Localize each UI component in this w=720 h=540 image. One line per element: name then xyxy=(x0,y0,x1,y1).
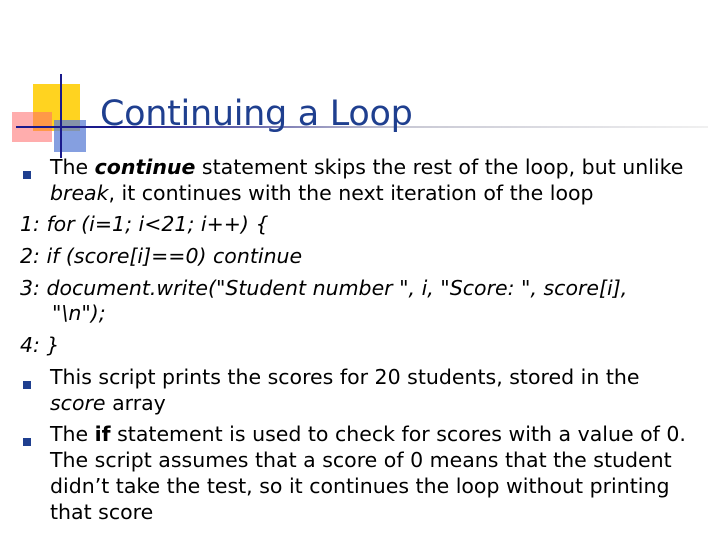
code-line-3-continued: "\n"); xyxy=(52,301,106,325)
keyword-break: break xyxy=(50,181,109,205)
bullet-3-line-1 xyxy=(50,421,686,447)
bullet-icon xyxy=(23,171,31,179)
bullet-3-line-4: that score xyxy=(50,500,154,524)
keyword-if: if xyxy=(94,422,111,446)
code-line-1: 1: for (i=1; i<21; i++) { xyxy=(20,212,269,236)
slide-title: Continuing a Loop xyxy=(100,94,413,134)
bullet-3-line-3: didn’t take the test, so it continues the loop without printing xyxy=(50,474,670,498)
decor-vertical-line xyxy=(60,74,62,158)
keyword-continue: continue xyxy=(94,155,196,179)
code-line-2: 2: if (score[i]==0) continue xyxy=(20,244,303,268)
bullet-icon xyxy=(23,438,31,446)
bullet-1-text: , it continues with the next iteration of the loop xyxy=(108,181,594,205)
bullet-3-line-2: The script assumes that a score of 0 means that the student xyxy=(50,448,672,472)
code-line-4: 4: } xyxy=(20,333,60,357)
bullet-1-text: statement skips the rest of the loop, but unlike xyxy=(195,155,684,179)
bullet-1-line-1 xyxy=(50,154,683,180)
code-line-3: 3: document.write("Student number ", i, "Score: ", score[i], xyxy=(20,276,628,300)
bullet-2-text: array xyxy=(105,391,166,415)
bullet-2-line-2 xyxy=(50,390,166,416)
decor-blue-square xyxy=(54,120,86,152)
bullet-2-line-1: This script prints the scores for 20 students, stored in the xyxy=(50,365,640,389)
bullet-3-text: statement is used to check for scores with a value of 0. xyxy=(110,422,686,446)
bullet-3-text: The xyxy=(50,422,95,446)
bullet-icon xyxy=(23,381,31,389)
keyword-score: score xyxy=(50,391,106,415)
bullet-1-line-2 xyxy=(50,180,594,206)
bullet-1-text: The xyxy=(50,155,95,179)
